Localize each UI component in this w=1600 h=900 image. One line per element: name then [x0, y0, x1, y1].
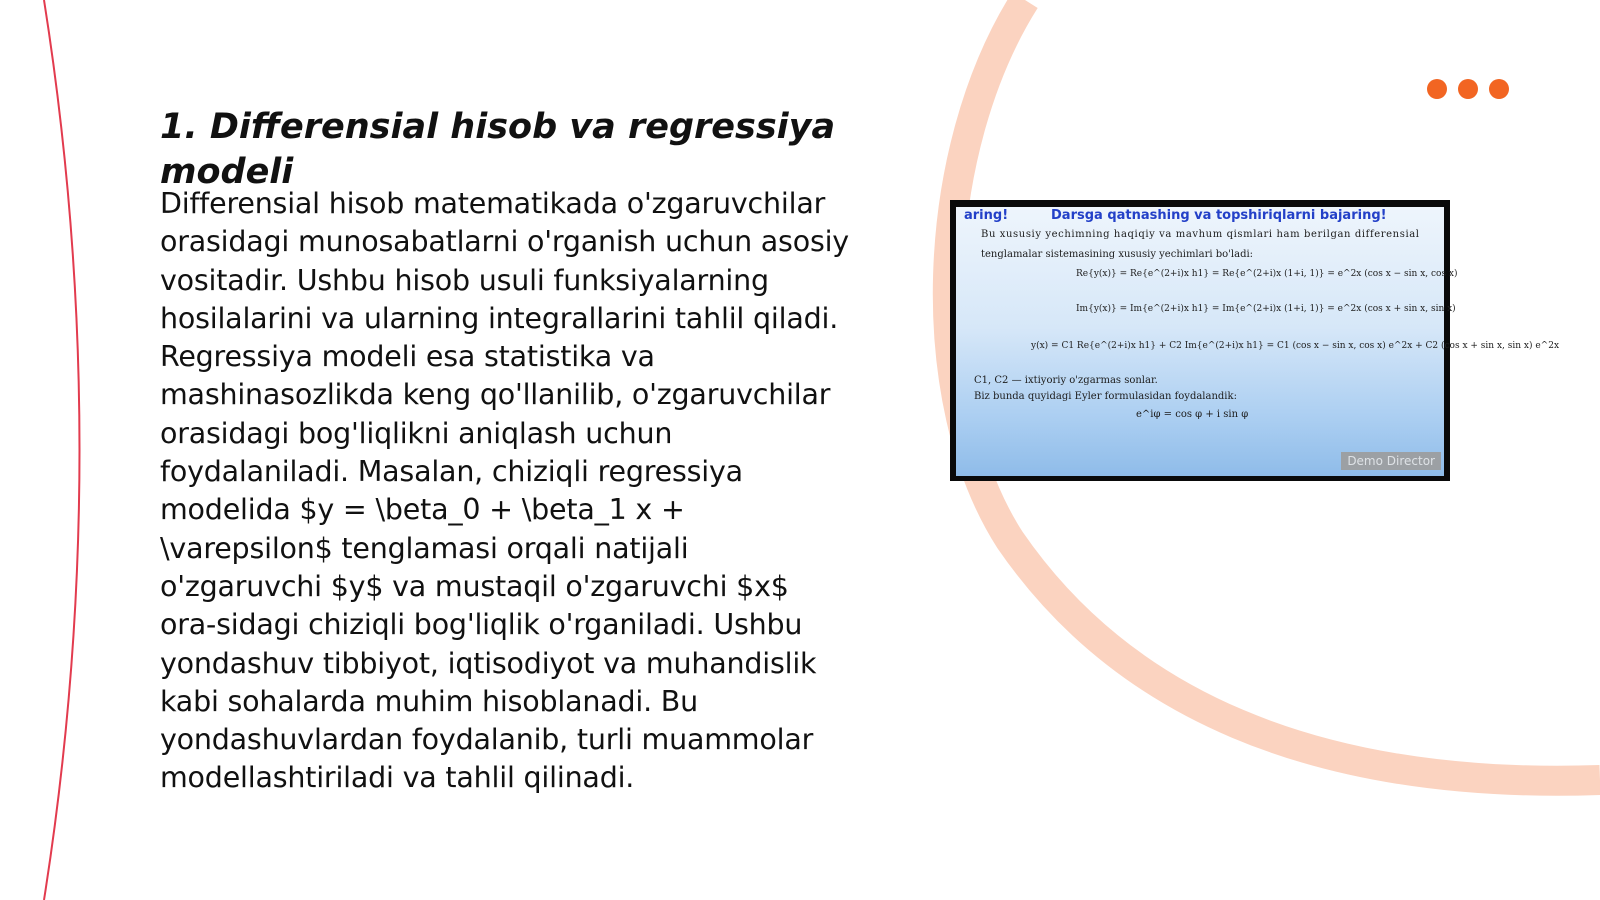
image-text-line: C1, C2 — ixtiyoriy o'zgarmas sonlar. — [974, 375, 1158, 386]
watermark: Demo Director — [1341, 452, 1441, 470]
slide-title: 1. Differensial hisob va regressiya modeli — [160, 107, 836, 192]
dot-icon — [1427, 79, 1447, 99]
euler-formula: e^iφ = cos φ + i sin φ — [1136, 409, 1249, 420]
formula-imag-part: Im{y(x)} = Im{e^(2+i)x h1} = Im{e^(2+i)x (1+i, 1)} = e^2x (cos x + sin x, sin x) — [1076, 304, 1456, 314]
dot-icon — [1458, 79, 1478, 99]
math-screenshot-image — [950, 200, 1560, 481]
image-text-line: Bu xususiy yechimning haqiqiy va mavhum qismlari ham berilgan differensial — [981, 229, 1420, 240]
formula-general-solution: y(x) = C1 Re{e^(2+i)x h1} + C2 Im{e^(2+i)x h1} = C1 (cos x − sin x, cos x) e^2x + C2 (cos x + sin x, sin x) e^2x — [1031, 341, 1560, 351]
slide-body-text: Differensial hisob matematikada o'zgaruvchilar orasidagi munosabatlarni o'rganish uchun asosiy vositadir. Ushbu hisob usuli funksiyalarning hosilalarini va ularning integrallarini tahlil qiladi. Regressiya modeli esa statistika va mashinasozlikda keng qo'llanilib, o'zgaruvchilar orasidagi bog'liqlikni aniqlash uchun foydalaniladi. Masalan, chiziqli regressiya modelida $y = \beta_0 + \beta_1 x + \varepsilon$ tenglamasi orqali natijali o'zgaruvchi $y$ va mustaqil o'zgaruvchi $x$ ora-sidagi chiziqli bog'liqlik o'rganiladi. Ushbu yondashuv tibbiyot, iqtisodiyot va muhandislik kabi sohalarda muhim hisoblanadi. Bu yondashuvlardan foydalanib, turli muammolar modellashtiriladi va tahlil qilinadi. — [160, 187, 849, 795]
left-accent-line — [44, 0, 80, 900]
image-screen — [956, 207, 1560, 476]
dot-icon — [1489, 79, 1509, 99]
more-dots-icon — [1427, 79, 1509, 99]
image-text-line: tenglamalar sistemasining xususiy yechimlari bo'ladi: — [981, 249, 1254, 260]
formula-real-part: Re{y(x)} = Re{e^(2+i)x h1} = Re{e^(2+i)x (1+i, 1)} = e^2x (cos x − sin x, cos x) — [1076, 269, 1458, 279]
image-header-left: aring! — [964, 208, 1009, 223]
image-header-text: Darsga qatnashing va topshiriqlarni bajaring! — [1051, 208, 1387, 223]
image-text-line: Biz bunda quyidagi Eyler formulasidan foydalandik: — [974, 391, 1237, 402]
